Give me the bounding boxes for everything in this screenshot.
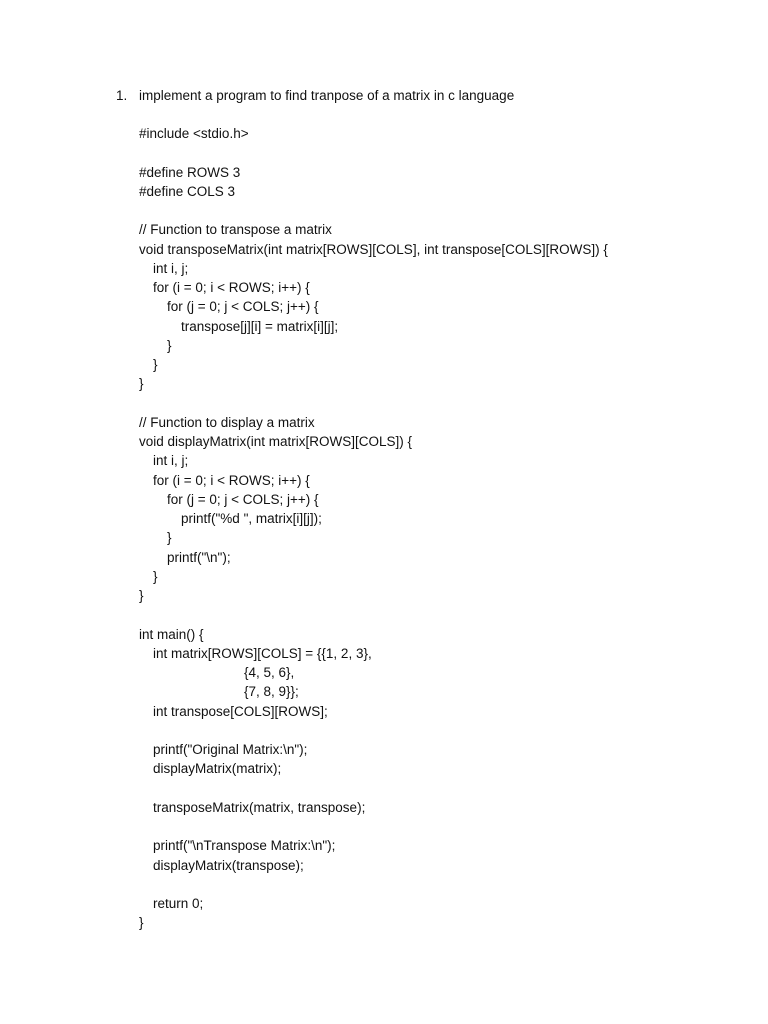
- code-line: displayMatrix(transpose);: [153, 857, 304, 873]
- code-line: printf("Original Matrix:\n");: [153, 742, 308, 757]
- code-line: }: [153, 568, 158, 584]
- code-line: transposeMatrix(matrix, transpose);: [153, 799, 366, 815]
- code-line: for (j = 0; j < COLS; j++) {: [167, 299, 319, 315]
- code-line: displayMatrix(matrix);: [153, 761, 282, 777]
- code-line: int matrix[ROWS][COLS] = {{1, 2, 3},: [153, 645, 372, 661]
- code-line: printf("\nTranspose Matrix:\n");: [153, 838, 336, 854]
- list-number: 1.: [116, 88, 128, 103]
- code-line: #include <stdio.h>: [139, 126, 249, 141]
- code-line: }: [153, 357, 158, 372]
- code-line: void displayMatrix(int matrix[ROWS][COLS]) {: [139, 434, 413, 449]
- code-line: return 0;: [153, 896, 204, 911]
- code-line: }: [167, 337, 172, 353]
- heading-text: implement a program to find tranpose of a matrix in c language: [139, 88, 515, 103]
- code-line: int i, j;: [153, 260, 189, 276]
- code-line: }: [139, 915, 144, 931]
- code-line: }: [167, 530, 172, 546]
- code-line: void transposeMatrix(int matrix[ROWS][COLS], int transpose[COLS][ROWS]) {: [139, 241, 608, 257]
- code-line: // Function to display a matrix: [139, 414, 315, 430]
- code-line: int transpose[COLS][ROWS];: [153, 703, 328, 719]
- code-line: // Function to transpose a matrix: [139, 222, 332, 238]
- code-line: printf("\n");: [167, 549, 231, 565]
- code-line: {7, 8, 9}};: [244, 684, 299, 700]
- code-line: transpose[j][i] = matrix[i][j];: [181, 318, 339, 334]
- code-line: }: [139, 376, 144, 392]
- code-line: for (j = 0; j < COLS; j++) {: [167, 491, 319, 507]
- code-line: int i, j;: [153, 453, 189, 469]
- list-item-heading: [116, 86, 514, 106]
- code-line: for (i = 0; i < ROWS; i++) {: [153, 280, 310, 295]
- code-line: for (i = 0; i < ROWS; i++) {: [153, 472, 310, 488]
- code-line: #define ROWS 3: [139, 164, 241, 180]
- code-line: printf("%d ", matrix[i][j]);: [181, 511, 322, 526]
- code-line: #define COLS 3: [139, 183, 236, 199]
- code-line: int main() {: [139, 626, 204, 642]
- code-line: {4, 5, 6},: [244, 665, 295, 680]
- code-line: }: [139, 588, 144, 603]
